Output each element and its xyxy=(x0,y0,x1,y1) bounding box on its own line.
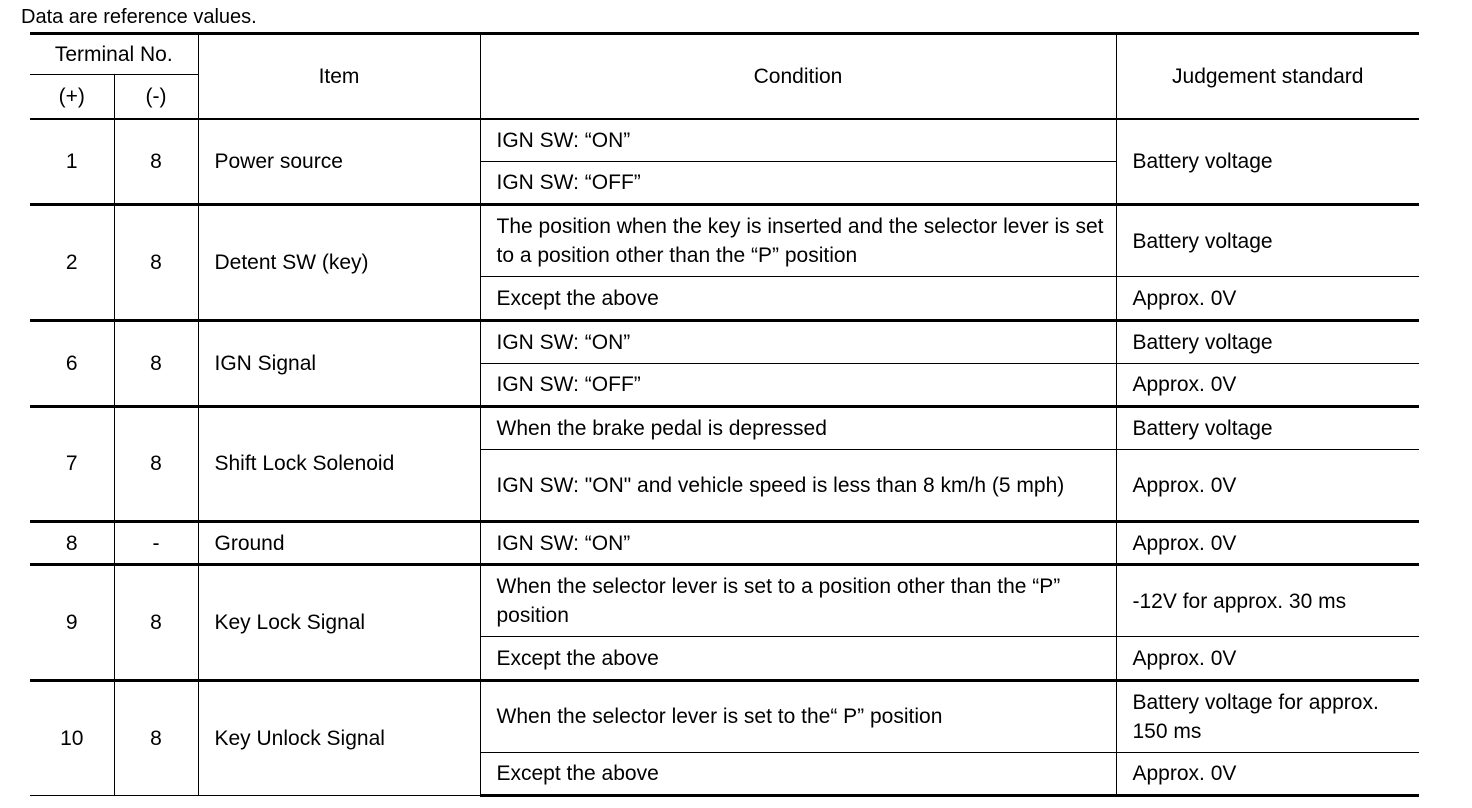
plus-terminal-cell: 9 xyxy=(30,565,114,680)
item-cell: IGN Signal xyxy=(198,320,480,406)
item-cell: Power source xyxy=(198,119,480,205)
minus-terminal-cell: 8 xyxy=(114,565,198,680)
judgement-cell: Approx. 0V xyxy=(1116,449,1419,521)
plus-terminal-cell: 10 xyxy=(30,680,114,795)
item-cell: Key Lock Signal xyxy=(198,565,480,680)
reference-note: Data are reference values. xyxy=(21,6,257,28)
judgement-cell: Approx. 0V xyxy=(1116,522,1419,565)
condition-cell: Except the above xyxy=(480,637,1116,680)
table-row xyxy=(30,406,1419,449)
item-cell: Detent SW (key) xyxy=(198,205,480,320)
judgement-cell: Battery voltage xyxy=(1116,119,1419,205)
plus-terminal-cell: 8 xyxy=(30,522,114,565)
table-row xyxy=(30,119,1419,162)
judgement-cell: Battery voltage xyxy=(1116,406,1419,449)
item-header: Item xyxy=(198,34,480,119)
plus-terminal-cell: 6 xyxy=(30,320,114,406)
condition-cell: IGN SW: "ON" and vehicle speed is less than 8 km/h (5 mph) xyxy=(480,449,1116,521)
condition-cell: When the selector lever is set to the“ P” position xyxy=(480,680,1116,752)
minus-terminal-cell: 8 xyxy=(114,406,198,521)
judgement-cell: Approx. 0V xyxy=(1116,752,1419,795)
condition-cell: IGN SW: “OFF” xyxy=(480,363,1116,406)
condition-cell: IGN SW: “ON” xyxy=(480,522,1116,565)
terminal-no-header: Terminal No. xyxy=(30,34,198,75)
item-cell: Ground xyxy=(198,522,480,565)
judgement-cell: -12V for approx. 30 ms xyxy=(1116,565,1419,637)
condition-cell: IGN SW: “OFF” xyxy=(480,162,1116,205)
minus-terminal-cell: 8 xyxy=(114,680,198,795)
minus-terminal-cell: 8 xyxy=(114,119,198,205)
condition-cell: When the selector lever is set to a position other than the “P” position xyxy=(480,565,1116,637)
condition-cell: The position when the key is inserted and the selector lever is set to a position other than the “P” position xyxy=(480,205,1116,277)
judgement-cell: Battery voltage xyxy=(1116,320,1419,363)
judgement-cell: Battery voltage xyxy=(1116,205,1419,277)
plus-terminal-header: (+) xyxy=(30,75,114,119)
table-row xyxy=(30,522,1419,565)
plus-terminal-cell: 1 xyxy=(30,119,114,205)
plus-terminal-cell: 2 xyxy=(30,205,114,320)
terminal-reference-table xyxy=(30,32,1419,797)
condition-cell: When the brake pedal is depressed xyxy=(480,406,1116,449)
table-row xyxy=(30,320,1419,363)
minus-terminal-cell: 8 xyxy=(114,205,198,320)
judgement-cell: Approx. 0V xyxy=(1116,363,1419,406)
condition-cell: IGN SW: “ON” xyxy=(480,320,1116,363)
minus-terminal-header: (-) xyxy=(114,75,198,119)
judgement-cell: Battery voltage for approx. 150 ms xyxy=(1116,680,1419,752)
condition-cell: Except the above xyxy=(480,277,1116,320)
minus-terminal-cell: 8 xyxy=(114,320,198,406)
judgement-cell: Approx. 0V xyxy=(1116,277,1419,320)
table-row xyxy=(30,205,1419,277)
condition-cell: IGN SW: “ON” xyxy=(480,119,1116,162)
minus-terminal-cell: - xyxy=(114,522,198,565)
judgement-header: Judgement standard xyxy=(1116,34,1419,119)
item-cell: Key Unlock Signal xyxy=(198,680,480,795)
table-row xyxy=(30,680,1419,752)
item-cell: Shift Lock Solenoid xyxy=(198,406,480,521)
table-row xyxy=(30,565,1419,637)
judgement-cell: Approx. 0V xyxy=(1116,637,1419,680)
condition-cell: Except the above xyxy=(480,752,1116,795)
condition-header: Condition xyxy=(480,34,1116,119)
plus-terminal-cell: 7 xyxy=(30,406,114,521)
